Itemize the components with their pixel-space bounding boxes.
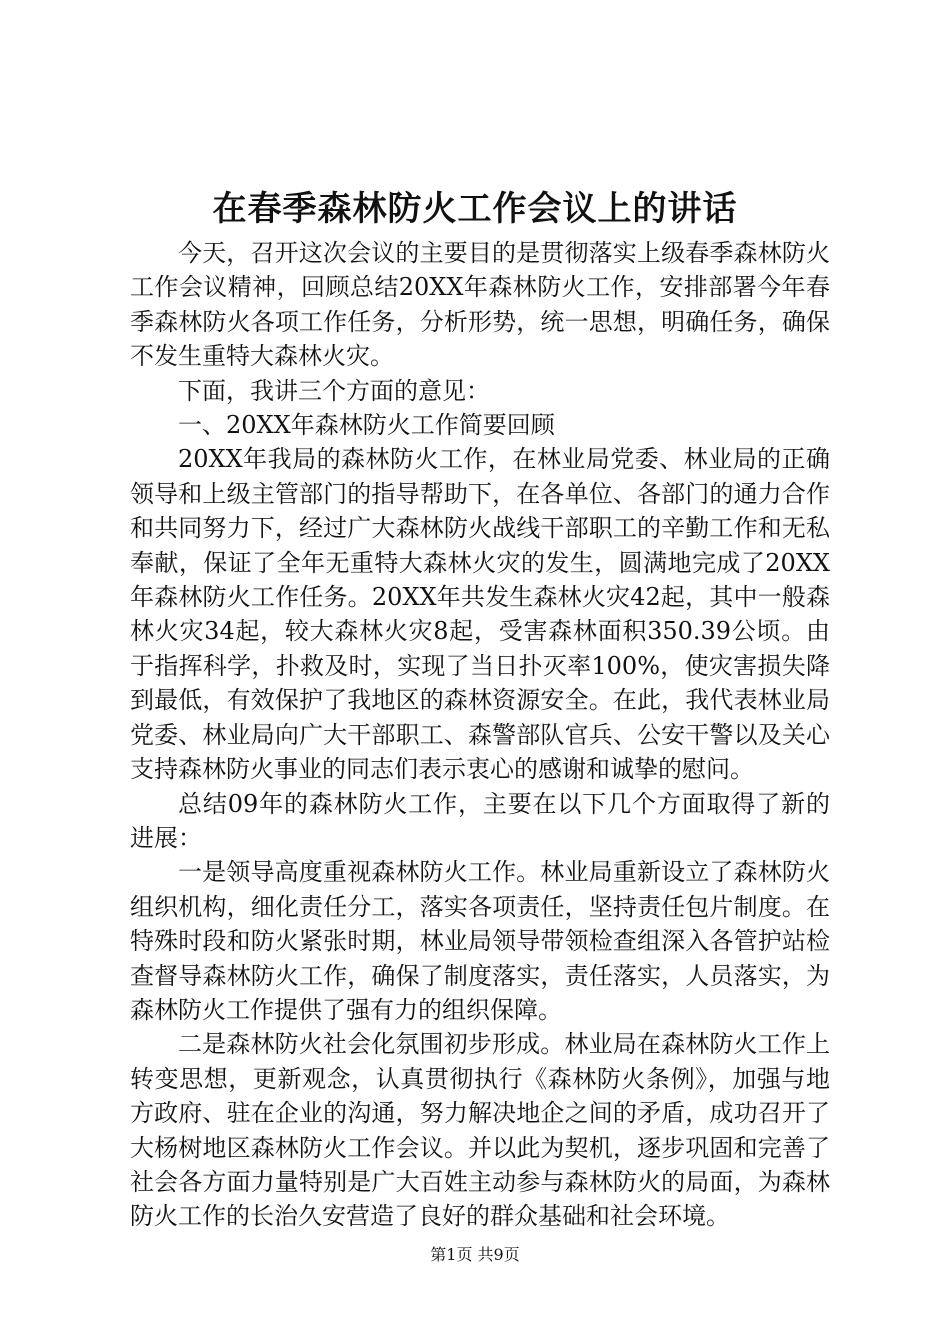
document-body [130,236,830,1234]
paragraph-summary: 总结09年的森林防火工作，主要在以下几个方面取得了新的进展： [130,789,830,852]
page-footer: 第1页 共9页 [430,1245,520,1264]
paragraph-review: 20XX年我局的森林防火工作，在林业局党委、林业局的正确领导和上级主管部门的指导帮助下，在各单位、各部门的通力合作和共同努力下，经过广大森林防火战线干部职工的辛勤工作和无私奉献，保证了全年无重特大森林火灾的发生，圆满地完成了20XX年森林防火工作任务。20XX年共发生森林火灾42起，其中一般森林火灾34起，较大森林火灾8起，受害森林面积350.39公顷。由于指挥科学，扑救及时，实现了当日扑灭率100%，使灾害损失降到最低，有效保护了我地区的森林资源安全。在此，我代表林业局党委、林业局向广大干部职工、森警部队官兵、公安干警以及关心支持森林防火事业的同志们表示衷心的感谢和诚挚的慰问。 [130,445,830,784]
paragraph-intro: 今天，召开这次会议的主要目的是贯彻落实上级春季森林防火工作会议精神，回顾总结20XX年森林防火工作，安排部署今年春季森林防火各项工作任务，分析形势，统一思想，明确任务，确保不发生重特大森林火灾。 [130,239,830,371]
paragraph-point-1: 一是领导高度重视森林防火工作。林业局重新设立了森林防火组织机构，细化责任分工，落实各项责任，坚持责任包片制度。在特殊时段和防火紧张时期，林业局领导带领检查组深入各管护站检查督导森林防火工作，确保了制度落实，责任落实，人员落实，为森林防火工作提供了强有力的组织保障。 [130,858,830,1024]
document-title: 在春季森林防火工作会议上的讲话 [212,189,738,229]
paragraph-point-2: 二是森林防火社会化氛围初步形成。林业局在森林防火工作上转变思想，更新观念，认真贯彻执行《森林防火条例》，加强与地方政府、驻在企业的沟通，努力解决地企之间的矛盾，成功召开了大杨树地区森林防火工作会议。并以此为契机，逐步巩固和完善了社会各方面力量特别是广大百姓主动参与森林防火的局面，为森林防火工作的长治久安营造了良好的群众基础和社会环境。 [130,1030,830,1231]
paragraph-outline: 下面，我讲三个方面的意见： [178,376,490,405]
section-heading-1: 一、20XX年森林防火工作简要回顾 [178,411,555,440]
